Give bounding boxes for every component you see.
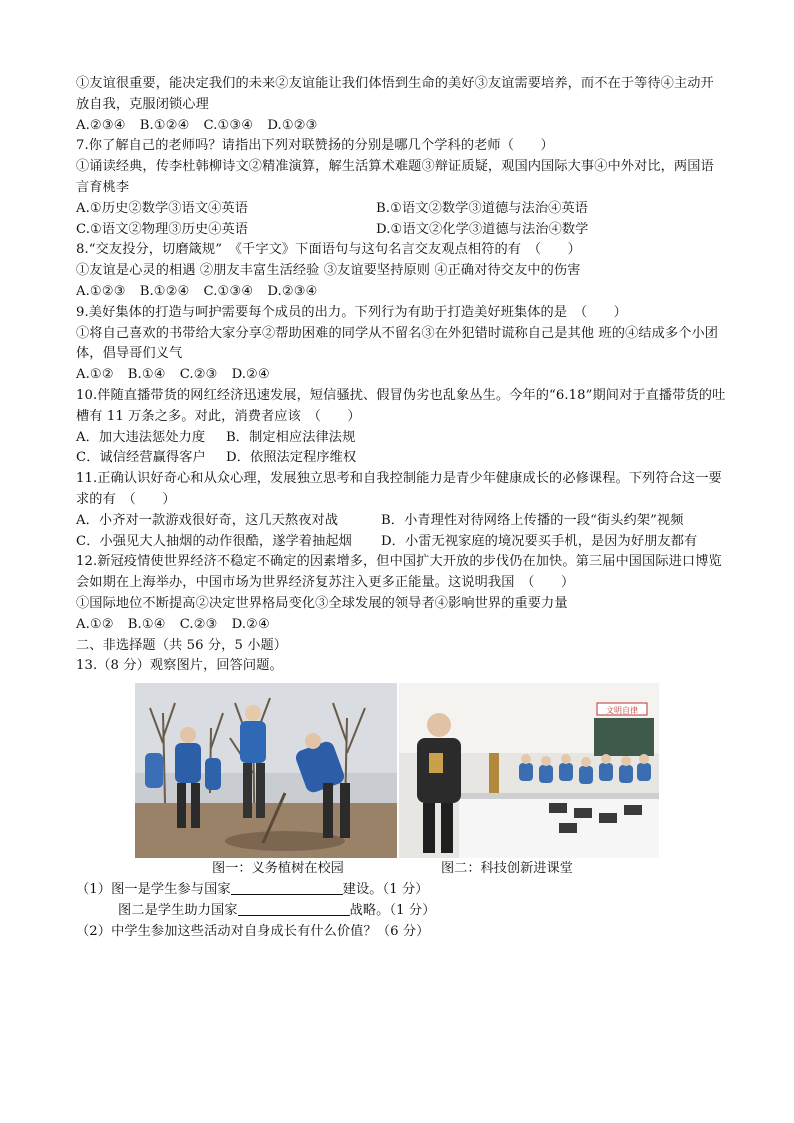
q11-options-row1 — [76, 511, 726, 532]
q13-captions — [76, 858, 726, 880]
board-sign-text: 文明自律 — [606, 706, 638, 716]
q6-options — [76, 116, 726, 137]
figure2-caption: 图二：科技创新进课堂 — [441, 861, 573, 877]
q8-stem: 8.“交友投分，切磨箴规” 《千字文》下面语句与这句名言交友观点相符的有 （ ） — [76, 242, 581, 258]
q8-options — [76, 282, 726, 303]
q6-option-d: D.①②③ — [267, 117, 318, 133]
q7-options-row1 — [76, 199, 726, 220]
q12-stem: 12.新冠疫情使世界经济不稳定不确定的因素增多，但中国扩大开放的步伐仍在加快。第三届中国国际进口博览会如期在上海举办，中国市场为世界经济复苏注入更多正能量。这说明我国 （ ） — [76, 554, 722, 591]
q6-option-b: B.①②④ — [139, 117, 190, 133]
q6-statements: ①友谊很重要，能决定我们的未来②友谊能让我们体悟到生命的美好③友谊需要培养，而不在于等待④主动开放自我，克服闭锁心理 — [76, 76, 714, 112]
q13-sub1-b-text: 图二是学生助力国家 — [118, 902, 238, 918]
q11-option-a: A．小齐对一款游戏很好奇，这几天熬夜对战 — [76, 512, 339, 528]
q7-stem: 7.你了解自己的老师吗？请指出下列对联赞扬的分别是哪几个学科的老师（ ） — [76, 138, 554, 154]
q11-options-row2 — [76, 532, 726, 553]
section-heading: 二、非选择题（共 56 分，5 小题） — [76, 637, 288, 653]
q10-options-row1 — [76, 428, 726, 449]
q7-option-d: D.①语文②化学③道德与法治④数学 — [376, 221, 589, 237]
q6-option-a: A.②③④ — [76, 117, 126, 133]
q9-option-d: D.②④ — [231, 367, 270, 383]
q7-option-c: C.①语文②物理③历史④英语 — [76, 221, 249, 237]
q8-option-a: A.①②③ — [76, 283, 126, 299]
q7-options-row2 — [76, 220, 726, 241]
figure1-caption: 图一：义务植树在校园 — [212, 861, 344, 877]
q10-stem: 10.伴随直播带货的网红经济迅速发展，短信骚扰、假冒伪劣也乱象丛生。今年的“6.18”期间对于直播带货的吐槽有 11 万条之多。对此，消费者应该 （ ） — [76, 387, 726, 424]
tree-planting-photo — [135, 683, 397, 858]
q9-option-a: A.①② — [76, 367, 114, 383]
q12-option-b: B.①④ — [127, 616, 166, 632]
q13-stem: 13.（8 分）观察图片，回答问题。 — [76, 658, 283, 674]
q11-option-b: B．小青理性对待网络上传播的一段“街头约架”视频 — [381, 512, 684, 528]
q11-option-c: C．小强见大人抽烟的动作很酷，遂学着抽起烟 — [76, 533, 352, 549]
q13-figures — [76, 683, 726, 858]
q13-sub2: （2）中学生参加这些活动对自身成长有什么价值？（6 分） — [76, 923, 430, 939]
answer-blank-2[interactable] — [238, 901, 350, 916]
q8-statements: ①友谊是心灵的相遇 ②朋友丰富生活经验 ③友谊要坚持原则 ④正确对待交友中的伤害 — [76, 263, 581, 279]
q9-option-c: C.②③ — [179, 367, 218, 383]
q10-option-c: C．诚信经营赢得客户 — [76, 450, 206, 466]
q7-option-b: B.①语文②数学③道德与法治④英语 — [376, 200, 589, 216]
tech-classroom-photo — [399, 683, 659, 858]
q10-option-b: B．制定相应法律法规 — [226, 429, 356, 445]
q13-sub1-a-text: （1）图一是学生参与国家 — [76, 882, 231, 898]
q12-options — [76, 615, 726, 636]
q12-option-a: A.①② — [76, 616, 114, 632]
q10-option-a: A．加大违法惩处力度 — [76, 429, 206, 445]
answer-blank-1[interactable] — [231, 880, 343, 895]
q9-statements: ①将自己喜欢的书带给大家分享②帮助困难的同学从不留名③在外犯错时谎称自己是其他 班的④结成多个小团体，倡导哥们义气 — [76, 325, 719, 362]
q12-option-c: C.②③ — [179, 616, 218, 632]
q6-option-c: C.①③④ — [203, 117, 254, 133]
q13-sub1-b — [76, 901, 726, 922]
q11-option-d: D．小雷无视家庭的境况要买手机，是因为好朋友都有 — [381, 533, 698, 549]
q8-option-c: C.①③④ — [203, 283, 254, 299]
q13-sub1-b-score: 战略。（1 分） — [349, 902, 436, 918]
q10-options-row2 — [76, 448, 726, 469]
q9-options — [76, 365, 726, 386]
exam-page — [76, 74, 726, 943]
q9-stem: 9.美好集体的打造与呵护需要每个成员的出力。下列行为有助于打造美好班集体的是 （ ） — [76, 304, 627, 320]
q13-sub1-a-score: 建设。（1 分） — [342, 882, 429, 898]
q10-option-d: D．依照法定程序维权 — [226, 450, 357, 466]
q9-option-b: B.①④ — [127, 367, 166, 383]
q7-statements: ①诵读经典，传李杜韩柳诗文②精准演算，解生活算术难题③辩证质疑，观国内国际大事④中外对比，两国语言育桃李 — [76, 159, 714, 195]
q11-stem: 11.正确认识好奇心和从众心理，发展独立思考和自我控制能力是青少年健康成长的必修课程。下列符合这一要求的有 （ ） — [76, 471, 722, 507]
q12-statements: ①国际地位不断提高②决定世界格局变化③全球发展的领导者④影响世界的重要力量 — [76, 595, 568, 611]
q12-option-d: D.②④ — [231, 616, 270, 632]
q13-sub1-a — [76, 880, 726, 901]
q8-option-b: B.①②④ — [139, 283, 190, 299]
q7-option-a: A.①历史②数学③语文④英语 — [76, 200, 248, 216]
q8-option-d: D.②③④ — [267, 283, 318, 299]
